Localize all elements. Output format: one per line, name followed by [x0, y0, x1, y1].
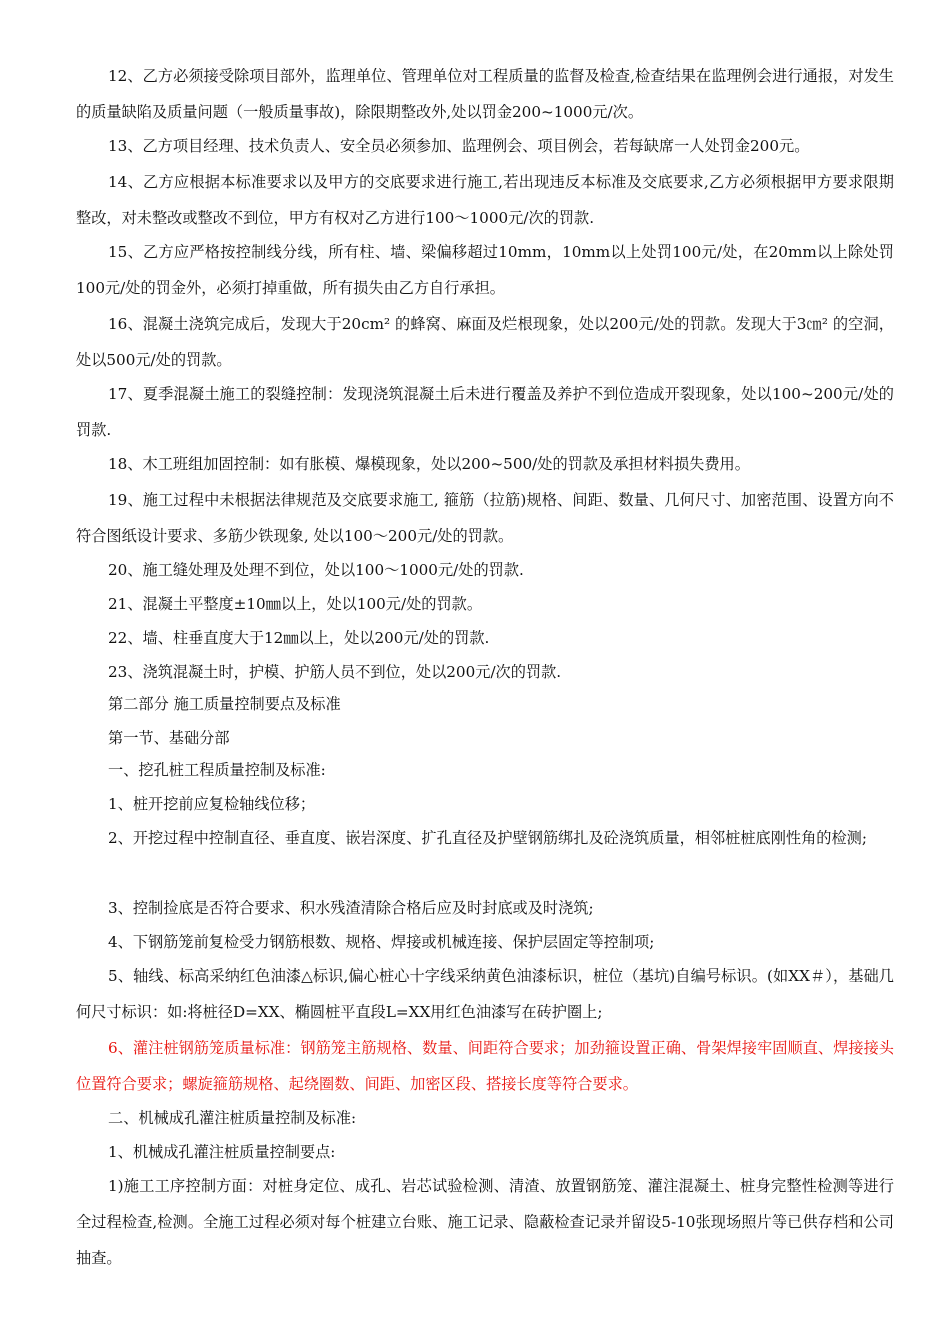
paragraph-item-23: 23、浇筑混凝土时，护模、护筋人员不到位，处以200元/次的罚款.: [108, 663, 562, 681]
part-two-heading: 第二部分 施工质量控制要点及标准: [108, 695, 341, 713]
paragraph-item-15: 15、乙方应严格按控制线分线，所有柱、墙、梁偏移超过10mm，10mm以上处罚100元/处，在20mm以上除处罚100元/处的罚金外，必须打掉重做，所有损失由乙方自行承担。: [76, 243, 894, 297]
paragraph-item-14: 14、乙方应根据本标准要求以及甲方的交底要求进行施工,若出现违反本标准及交底要求,乙方必须根据甲方要求限期整改，对未整改或整改不到位，甲方有权对乙方进行100～1000元/次的罚款.: [76, 173, 894, 227]
list-item-1: 1、桩开挖前应复检轴线位移；: [108, 795, 316, 813]
list-item-bored-1-1: 1)施工工序控制方面：对桩身定位、成孔、岩芯试验检测、清渣、放置钢筋笼、灌注混凝土、桩身完整性检测等进行全过程检查,检测。全施工过程必须对每个桩建立台账、施工记录、隐蔽检查记录并留设5-10张现场照片等已供存档和公司抽查。: [76, 1177, 894, 1267]
list-item-5: 5、轴线、标高采纳红色油漆△标识,偏心桩心十字线采纳黄色油漆标识，桩位（基坑)自编号标识。(如XX＃），基础几何尺寸标识：如:将桩径D=XX、椭圆桩平直段L=XX用红色油漆写在砖护圈上;: [76, 967, 894, 1021]
subsection-heading-dug-pile: 一、挖孔桩工程质量控制及标准:: [108, 761, 326, 779]
paragraph-item-17: 17、夏季混凝土施工的裂缝控制：发现浇筑混凝土后未进行覆盖及养护不到位造成开裂现象，处以100~200元/处的罚款.: [76, 385, 894, 439]
paragraph-item-13: 13、乙方项目经理、技术负责人、安全员必须参加、监理例会、项目例会，若每缺席一人处罚金200元。: [108, 137, 810, 155]
paragraph-item-22: 22、墙、柱垂直度大于12㎜以上，处以200元/处的罚款.: [108, 629, 490, 647]
paragraph-item-19: 19、施工过程中未根据法律规范及交底要求施工, 箍筋（拉筋)规格、间距、数量、几何尺寸、加密范围、设置方向不符合图纸设计要求、多筋少铁现象, 处以100～200元/处的罚款。: [76, 491, 894, 545]
list-item-bored-1: 1、机械成孔灌注桩质量控制要点:: [108, 1143, 336, 1161]
paragraph-item-20: 20、施工缝处理及处理不到位，处以100～1000元/处的罚款.: [108, 561, 524, 579]
paragraph-item-16: 16、混凝土浇筑完成后，发现大于20cm² 的蜂窝、麻面及烂根现象，处以200元/处的罚款。发现大于3㎝² 的空洞，处以500元/处的罚款。: [76, 315, 894, 369]
paragraph-item-21: 21、混凝土平整度±10㎜以上，处以100元/处的罚款。: [108, 595, 483, 613]
section-one-heading: 第一节、基础分部: [108, 729, 230, 747]
list-item-6-highlighted: 6、灌注桩钢筋笼质量标准：钢筋笼主筋规格、数量、间距符合要求；加劲箍设置正确、骨架焊接牢固顺直、焊接接头位置符合要求；螺旋箍筋规格、起绕圈数、间距、加密区段、搭接长度等符合要求。: [76, 1039, 894, 1093]
list-item-4: 4、下钢筋笼前复检受力钢筋根数、规格、焊接或机械连接、保护层固定等控制项;: [108, 933, 655, 951]
subsection-heading-bored-pile: 二、机械成孔灌注桩质量控制及标准:: [108, 1109, 357, 1127]
paragraph-item-12: 12、乙方必须接受除项目部外，监理单位、管理单位对工程质量的监督及检查,检查结果在监理例会进行通报，对发生的质量缺陷及质量问题（一般质量事故)，除限期整改外,处以罚金200~1000元/次。: [76, 67, 894, 121]
paragraph-item-18: 18、木工班组加固控制：如有胀模、爆模现象，处以200~500/处的罚款及承担材料损失费用。: [108, 455, 750, 473]
list-item-2: 2、开挖过程中控制直径、垂直度、嵌岩深度、扩孔直径及护壁钢筋绑扎及砼浇筑质量，相邻桩桩底刚性角的检测;: [108, 829, 867, 847]
list-item-3: 3、控制捡底是否符合要求、积水残渣清除合格后应及时封底或及时浇筑;: [108, 899, 594, 917]
